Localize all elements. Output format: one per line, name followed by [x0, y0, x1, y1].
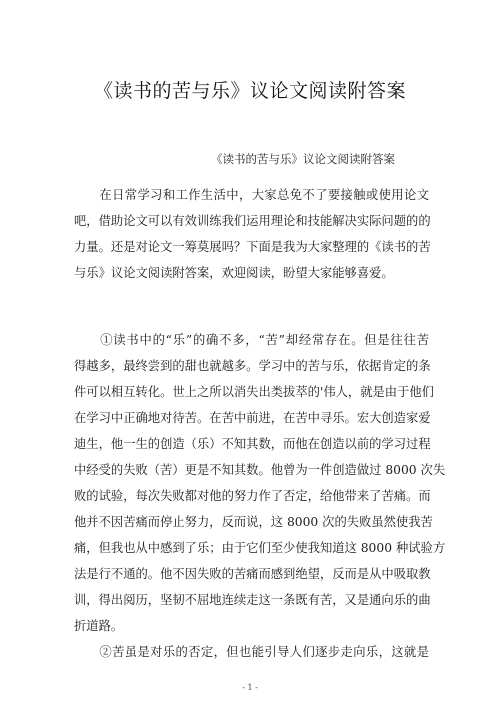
text-line: 迪生，他一生的创造（乐）不知其数，而他在创造以前的学习过程	[74, 437, 431, 451]
text-line: 与乐》议论文阅读附答案，欢迎阅读，盼望大家能够喜爱。	[74, 266, 394, 280]
text-line: 中经受的失败（苦）更是不知其数。他曾为一件创造做过 8000 次失	[74, 463, 446, 477]
text-line: 力量。还是对论文一筹莫展吗？下面是我为大家整理的《读书的苦	[74, 240, 431, 254]
text-line: 吧，借助论文可以有效训练我们运用理论和技能解决实际问题的的	[74, 214, 431, 228]
text-line: 痛，但我也从中感到了乐；由于它们至少使我知道这 8000 种试验方	[74, 541, 446, 555]
text-line: 他并不因苦痛而停止努力，反而说，这 8000 次的失败虽然使我苦	[74, 515, 433, 529]
text-line: ①读书中的“乐”的确不多，“苦”却经常存在。但是往往苦	[74, 333, 429, 347]
text-line: 件可以相互转化。世上之所以消失出类拔萃的'伟人，就是由于他们	[74, 385, 434, 399]
text-line: 训，得出阅历，坚韧不屈地连续走这一条既有苦，又是通向乐的曲	[74, 593, 431, 607]
page-number: - 1 -	[242, 683, 258, 692]
text-line: 法是行不通的。他不因失败的苦痛而感到绝望，反而是从中吸取教	[74, 567, 431, 581]
text-line: 败的试验，每次失败都对他的努力作了否定，给他带来了苦痛。而	[74, 489, 431, 503]
text-line: 折道路。	[74, 619, 124, 633]
text-line: 在日常学习和工作生活中，大家总免不了要接触或使用论文	[74, 188, 429, 202]
document-title: 《读书的苦与乐》议论文阅读附答案	[93, 80, 406, 102]
document-subtitle: 《读书的苦与乐》议论文阅读附答案	[211, 152, 395, 166]
text-line: 在学习中正确地对待苦。在苦中前进，在苦中寻乐。宏大创造家爱	[74, 411, 431, 425]
text-line: 得越多，最终尝到的甜也就越多。学习中的苦与乐，依据肯定的条	[74, 359, 431, 373]
text-line: ②苦虽是对乐的否定，但也能引导人们逐步走向乐，这就是	[74, 645, 429, 659]
